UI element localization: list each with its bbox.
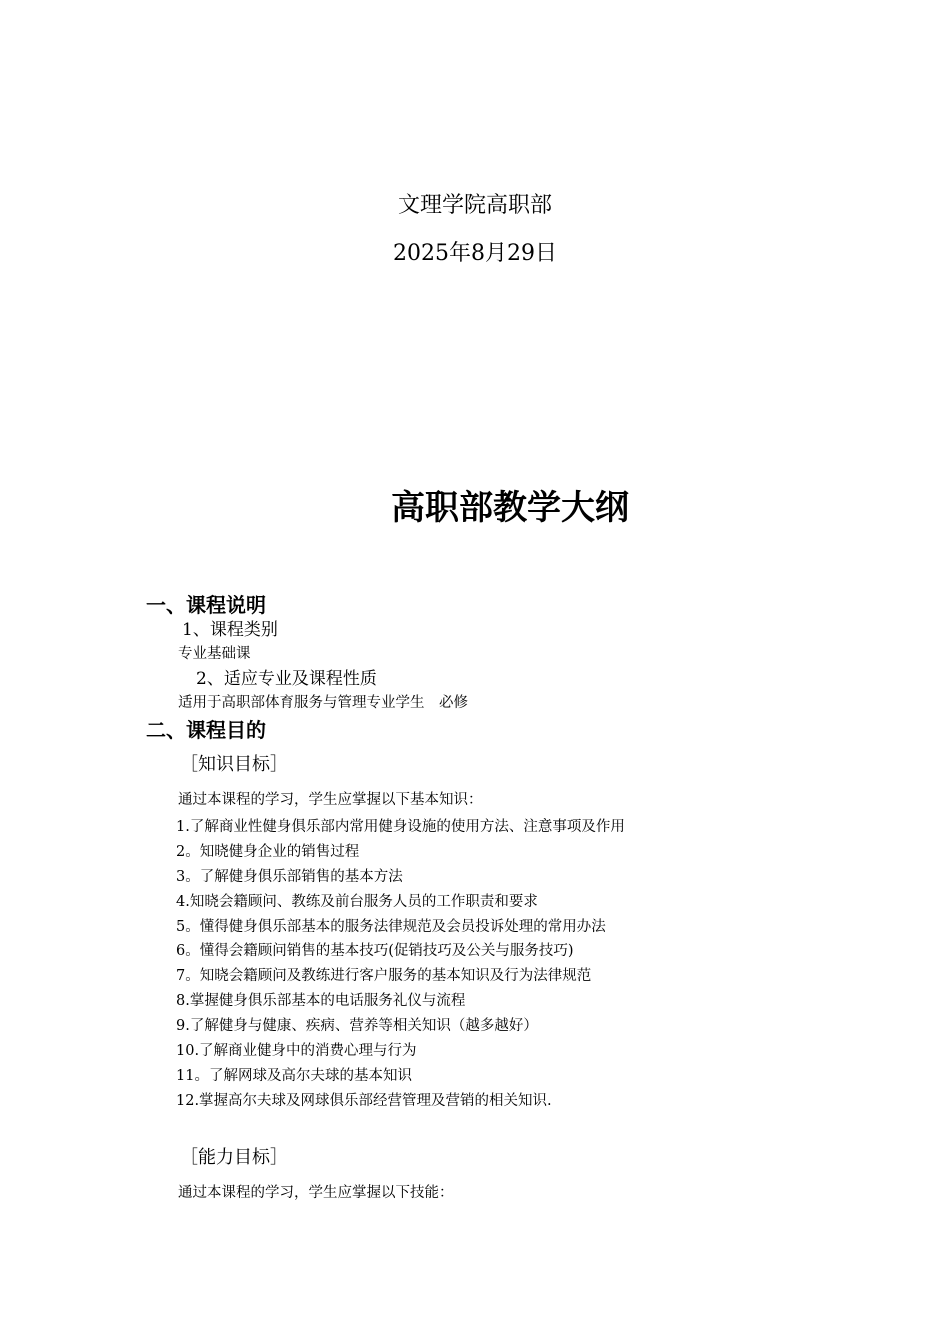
list-item: 11。了解网球及高尔夫球的基本知识 — [176, 1067, 412, 1084]
list-item: 1.了解商业性健身俱乐部内常用健身设施的使用方法、注意事项及作用 — [176, 819, 625, 835]
institution-name: 文理学院高职部 — [397, 193, 552, 218]
list-item: 6。懂得会籍顾问销售的基本技巧(促销技巧及公关与服务技巧) — [176, 943, 574, 960]
course-type-heading: 1、课程类别 — [182, 620, 278, 640]
list-item: 2。知晓健身企业的销售过程 — [176, 843, 360, 860]
section-heading-course-description: 一、课程说明 — [146, 593, 266, 617]
knowledge-goals-list — [176, 815, 625, 1114]
list-item: 10.了解商业健身中的消费心理与行为 — [176, 1043, 417, 1060]
course-type-value: 专业基础课 — [178, 646, 251, 662]
list-item: 8.掌握健身俱乐部基本的电话服务礼仪与流程 — [176, 993, 466, 1010]
list-item: 9.了解健身与健康、疾病、营养等相关知识（越多越好） — [176, 1018, 538, 1035]
list-item: 12.掌握高尔夫球及网球俱乐部经营管理及营销的相关知识. — [176, 1092, 552, 1109]
applicable-major-value: 适用于高职部体育服务与管理专业学生 必修 — [178, 695, 468, 711]
list-item: 7。知晓会籍顾问及教练进行客户服务的基本知识及行为法律规范 — [176, 968, 592, 985]
list-item: 3。了解健身俱乐部销售的基本方法 — [176, 868, 403, 885]
document-title: 高职部教学大纲 — [391, 488, 629, 528]
knowledge-goals-heading: ［知识目标］ — [180, 754, 288, 775]
section-heading-course-purpose: 二、课程目的 — [146, 718, 266, 742]
ability-goals-intro: 通过本课程的学习，学生应掌握以下技能： — [178, 1185, 454, 1201]
knowledge-goals-intro: 通过本课程的学习，学生应掌握以下基本知识： — [178, 792, 483, 808]
list-item: 4.知晓会籍顾问、教练及前台服务人员的工作职责和要求 — [176, 893, 538, 910]
list-item: 5。懂得健身俱乐部基本的服务法律规范及会员投诉处理的常用办法 — [176, 918, 606, 935]
applicable-major-heading: 2、适应专业及课程性质 — [196, 669, 377, 689]
ability-goals-heading: ［能力目标］ — [180, 1147, 288, 1168]
document-date: 2025年8月29日 — [393, 241, 557, 266]
